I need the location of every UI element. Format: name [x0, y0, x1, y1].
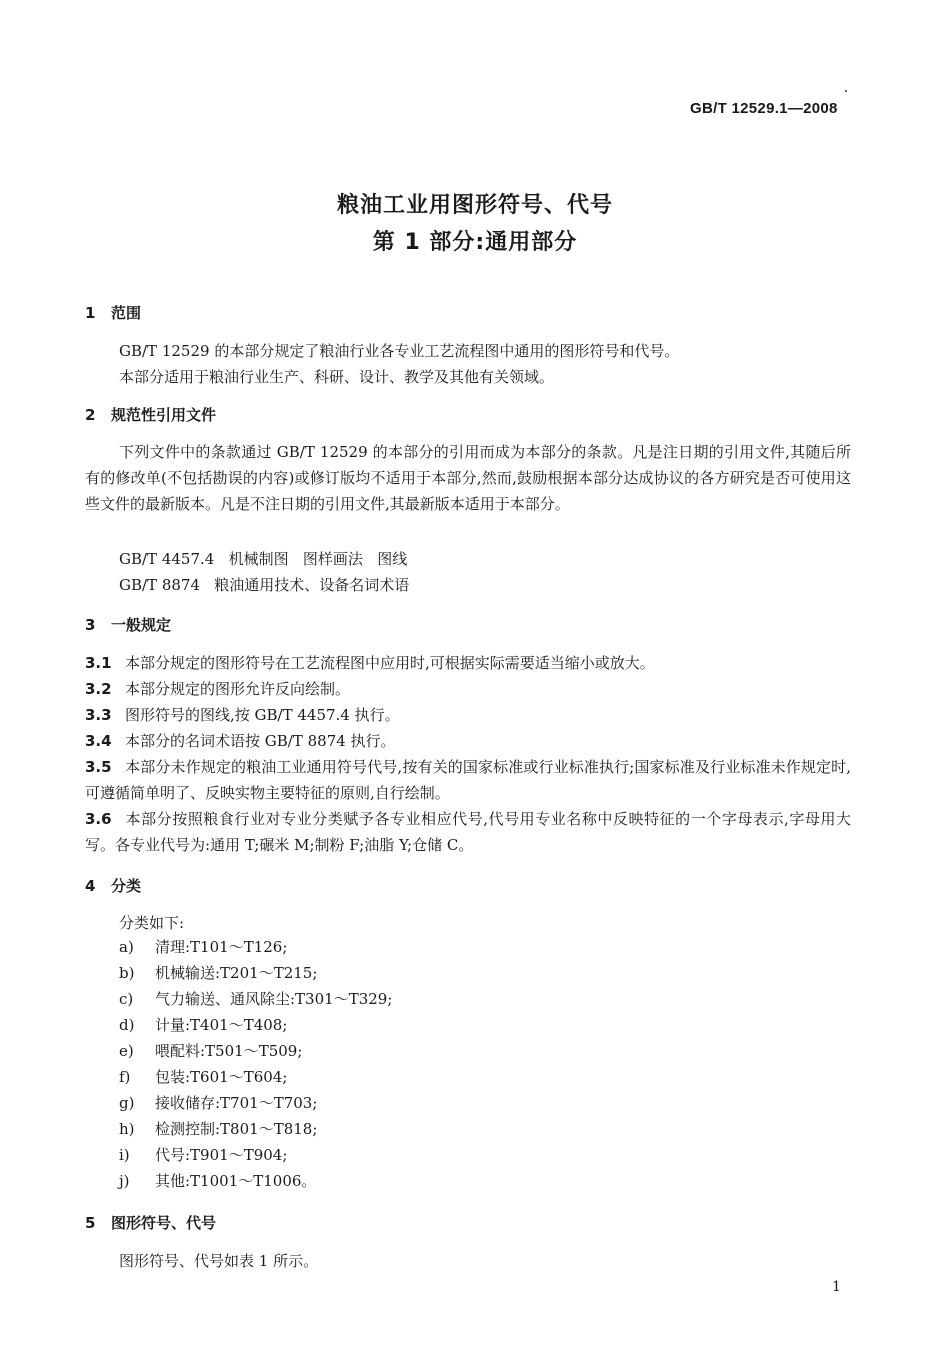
list-text: 喂配料:T501～T509;: [155, 1042, 303, 1060]
clause-text: 本部分规定的图形符号在工艺流程图中应用时,可根据实际需要适当缩小或放大。: [125, 654, 655, 672]
document-title: 粮油工业用图形符号、代号: [336, 193, 613, 218]
clause-text: 图形符号的图线,按 GB/T 4457.4 执行。: [125, 706, 400, 724]
clause-text: 本部分的名词术语按 GB/T 8874 执行。: [125, 732, 396, 750]
section-number: 4: [85, 877, 96, 895]
clause-3-1: [85, 650, 851, 676]
section-title: 图形符号、代号: [111, 1214, 217, 1232]
clause-number: 3.2: [85, 680, 112, 698]
section-title: 一般规定: [111, 616, 172, 634]
clause-3-3: [85, 702, 851, 728]
clause-number: 3.1: [85, 654, 112, 672]
clause-number: 3.3: [85, 706, 112, 724]
clause-3-2: [85, 676, 851, 702]
list-item: [119, 1014, 287, 1035]
list-text: 机械输送:T201～T215;: [155, 964, 318, 982]
reference-gbt-8874: GB/T 8874 粮油通用技术、设备名词术语: [119, 576, 410, 594]
clause-3-5: [85, 754, 851, 806]
section-number: 1: [85, 304, 96, 322]
list-item: [119, 988, 392, 1009]
section-title: 规范性引用文件: [111, 406, 217, 424]
section-title: 范围: [111, 304, 142, 322]
list-item: [119, 1040, 302, 1061]
scan-speck: [845, 90, 847, 92]
clause-text: 本部分规定的图形允许反向绘制。: [125, 680, 351, 698]
section-number: 3: [85, 616, 96, 634]
list-text: 代号:T901～T904;: [155, 1146, 288, 1164]
list-text: 清理:T101～T126;: [155, 938, 288, 956]
section-number: 2: [85, 406, 96, 424]
clause-3-4: [85, 728, 851, 754]
section-2-heading: [85, 404, 216, 425]
clause-text: 本部分未作规定的粮油工业通用符号代号,按有关的国家标准或行业标准执行;国家标准及行业标准未作规定时,可遵循简单明了、反映实物主要特征的原则,自行绘制。: [85, 758, 851, 802]
section-5-heading: [85, 1212, 216, 1233]
section-4-heading: [85, 875, 141, 896]
section-2-paragraph: 下列文件中的条款通过 GB/T 12529 的本部分的引用而成为本部分的条款。凡是注日期的引用文件,其随后所有的修改单(不包括勘误的内容)或修订版均不适用于本部分,然而,鼓励根据本部分达成协议的各方研究是否可使用这些文件的最新版本。凡是不注日期的引用文件,其最新版本适用于本部分。: [85, 443, 851, 513]
list-marker: d): [119, 1016, 135, 1034]
clause-number: 3.4: [85, 732, 112, 750]
list-item: [119, 1092, 317, 1113]
section-title: 分类: [111, 877, 142, 895]
clause-number: 3.6: [85, 810, 112, 828]
list-marker: c): [119, 990, 134, 1008]
section-1-paragraph-1: GB/T 12529 的本部分规定了粮油行业各专业工艺流程图中通用的图形符号和代号。: [119, 342, 680, 360]
list-text: 接收储存:T701～T703;: [155, 1094, 318, 1112]
list-marker: b): [119, 964, 135, 982]
document-subtitle: 第 1 部分:通用部分: [372, 230, 578, 255]
section-3-heading: [85, 614, 171, 635]
section-number: 5: [85, 1214, 96, 1232]
list-item: [119, 1170, 316, 1191]
list-marker: a): [119, 938, 134, 956]
list-marker: i): [119, 1146, 130, 1164]
classification-intro: 分类如下:: [119, 914, 185, 932]
section-5-paragraph: 图形符号、代号如表 1 所示。: [119, 1252, 319, 1270]
section-1-heading: [85, 302, 141, 323]
list-item: [119, 1144, 287, 1165]
list-item: [119, 962, 317, 983]
list-text: 计量:T401～T408;: [155, 1016, 288, 1034]
clause-3-6: [85, 806, 851, 858]
reference-gbt-4457: GB/T 4457.4 机械制图 图样画法 图线: [119, 550, 408, 568]
list-item: [119, 1066, 287, 1087]
list-marker: f): [119, 1068, 131, 1086]
list-marker: e): [119, 1042, 134, 1060]
list-marker: h): [119, 1120, 135, 1138]
list-item: [119, 1118, 317, 1139]
page-number: 1: [832, 1279, 841, 1295]
list-text: 检测控制:T801～T818;: [155, 1120, 318, 1138]
clause-text: 本部分按照粮食行业对专业分类赋予各专业相应代号,代号用专业名称中反映特征的一个字母表示,字母用大写。各专业代号为:通用 T;碾米 M;制粉 F;油脂 Y;仓储 C。: [85, 810, 851, 854]
section-1-paragraph-2: 本部分适用于粮油行业生产、科研、设计、教学及其他有关领域。: [119, 368, 555, 386]
clause-number: 3.5: [85, 758, 112, 776]
list-text: 气力输送、通风除尘:T301～T329;: [155, 990, 393, 1008]
list-marker: j): [119, 1172, 130, 1190]
list-item: [119, 936, 287, 957]
list-text: 包装:T601～T604;: [155, 1068, 288, 1086]
list-marker: g): [119, 1094, 135, 1112]
list-text: 其他:T1001～T1006。: [155, 1172, 317, 1190]
standard-code: GB/T 12529.1—2008: [690, 100, 838, 117]
